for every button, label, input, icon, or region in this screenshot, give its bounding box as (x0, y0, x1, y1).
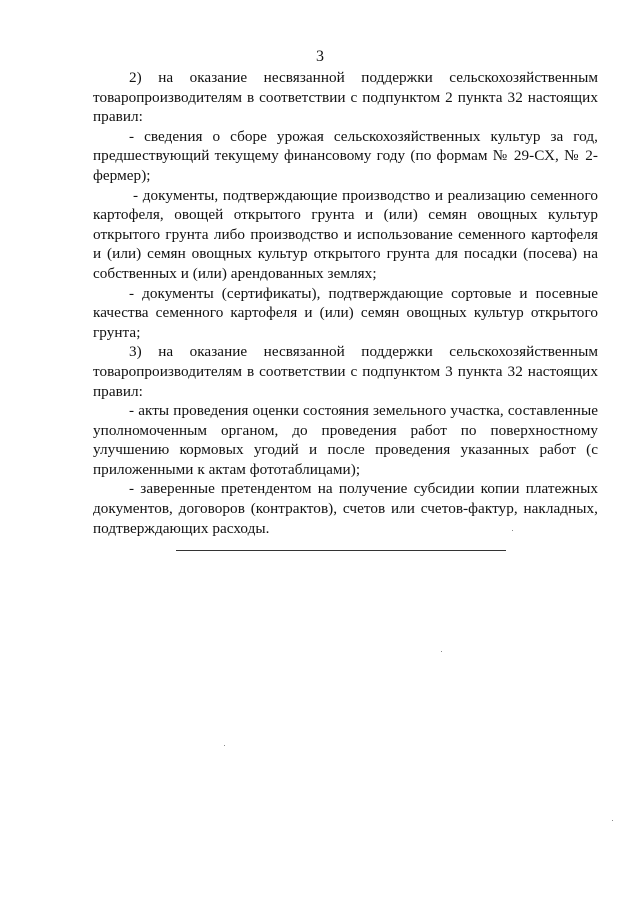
scan-speck (441, 651, 442, 652)
scan-speck (224, 745, 225, 746)
scan-speck (512, 530, 513, 531)
paragraph-certificates: - документы (сертификаты), подтверждающие сортовые и посевные качества семенного картофеля и (или) семян овощных культур открытого грунта; (93, 284, 598, 341)
paragraph-harvest-info: - сведения о сборе урожая сельскохозяйственных культур за год, предшествующий текущему финансовому году (по формам № 29-СХ, № 2-фермер); (93, 127, 598, 184)
closing-divider-line (176, 550, 506, 551)
page-number: 3 (316, 48, 324, 65)
paragraph-item-2: 2) на оказание несвязанной поддержки сельскохозяйственным товаропроизводителям в соответствии с подпунктом 2 пункта 32 настоящих правил: (93, 69, 598, 126)
paragraph-item-3: 3) на оказание несвязанной поддержки сельскохозяйственным товаропроизводителям в соответствии с подпунктом 3 пункта 32 настоящих правил: (93, 343, 598, 400)
document-body (93, 68, 598, 538)
paragraph-payment-documents: - заверенные претендентом на получение субсидии копии платежных документов, договоров (контрактов), счетов или счетов-фактур, накладных, подтверждающих расходы. (93, 480, 598, 537)
paragraph-land-assessment-acts: - акты проведения оценки состояния земельного участка, составленные уполномоченным органом, до проведения работ по поверхностному улучшению кормовых угодий и после проведения указанных работ (с приложенными к актам фототаблицами); (93, 402, 598, 478)
paragraph-production-documents: - документы, подтверждающие производство и реализацию семенного картофеля, овощей открытого грунта и (или) семян овощных культур открытого грунта либо производство и использование семенного картофеля и (или) семян овощных культур открытого грунта для посадки (посева) на собственных и (или) арендованных землях; (93, 186, 598, 282)
scan-speck (612, 820, 613, 821)
